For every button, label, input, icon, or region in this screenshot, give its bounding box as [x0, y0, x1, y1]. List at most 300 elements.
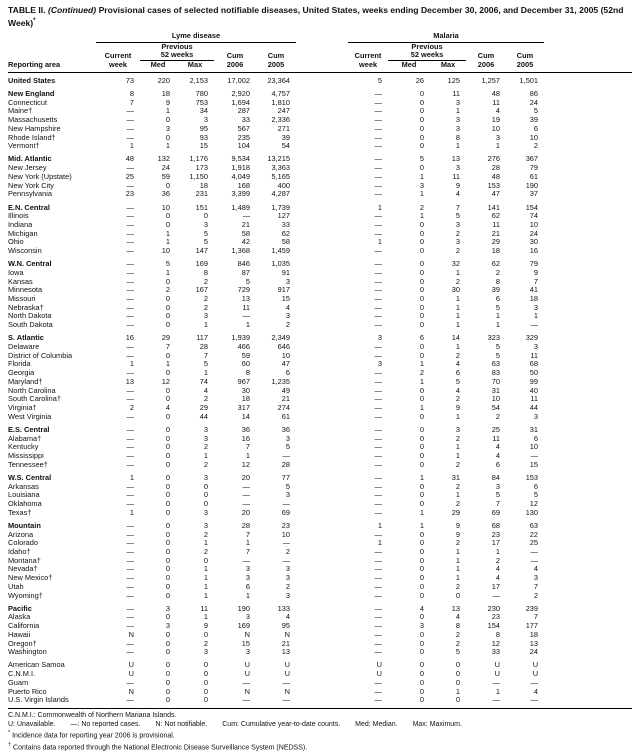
cell-value: 86	[529, 89, 539, 99]
cell-value: 95	[281, 621, 291, 631]
table-row	[8, 565, 632, 574]
cell-value: 0	[430, 696, 466, 708]
cell-trailing	[544, 330, 632, 343]
table-row	[8, 378, 632, 387]
cell-value: 0	[419, 320, 425, 330]
cell-value: —	[374, 246, 383, 256]
table-row	[8, 500, 632, 509]
cell-trailing	[544, 182, 632, 191]
cell-value: 0	[419, 246, 425, 256]
cell-value: 25	[125, 171, 134, 181]
cell-value: 39	[491, 285, 501, 295]
cell-reporting-area: Maryland†	[8, 376, 43, 386]
cell-value: 11	[492, 433, 501, 443]
cell-value: 0	[419, 638, 425, 648]
cell-value: —	[374, 376, 383, 386]
cell-value: —	[126, 202, 134, 212]
cell-value: 7	[533, 612, 539, 622]
cell-value: 18	[529, 294, 539, 304]
table-row	[8, 182, 632, 191]
cell-value: 0	[165, 350, 170, 360]
cell-value: 0	[165, 547, 170, 557]
cell-value: 19	[491, 115, 501, 125]
cell-trailing	[544, 696, 632, 708]
cell-trailing	[544, 125, 632, 134]
header-trailing	[544, 42, 632, 51]
cell-spacer	[296, 404, 348, 413]
header-spacer	[296, 51, 348, 60]
cell-value: 1	[203, 573, 208, 583]
cell-value: 15	[241, 638, 250, 648]
cell-value: 846	[237, 259, 250, 269]
cell-value: —	[126, 385, 134, 395]
cell-value: 54	[281, 141, 291, 151]
cell-spacer	[296, 613, 348, 622]
group-header-malaria: Malaria	[348, 32, 544, 42]
cell-value: 0	[419, 590, 425, 600]
cell-value: —	[374, 647, 383, 657]
cell-spacer	[296, 86, 348, 99]
cell-value: 0	[165, 638, 170, 648]
cell-value: 5	[455, 647, 461, 657]
cell-value: —	[126, 211, 134, 221]
cell-value: 4	[533, 564, 539, 574]
cell-reporting-area: New Hampshire	[8, 123, 61, 133]
cell-value: 8	[495, 629, 501, 639]
cell-value: N	[284, 686, 291, 696]
cell-value: 0	[165, 669, 170, 679]
cell-reporting-area: Arizona	[8, 529, 34, 539]
cell-value: —	[374, 106, 383, 116]
legend-no-cases: —: No reported cases.	[70, 720, 141, 728]
table-row	[8, 173, 632, 182]
cell-value: —	[530, 320, 539, 330]
cell-spacer	[296, 199, 348, 212]
cell-value: 2	[455, 433, 461, 443]
cell-spacer	[296, 565, 348, 574]
cell-value: 0	[165, 529, 170, 539]
cell-value: —	[374, 211, 383, 221]
cell-value: —	[374, 89, 383, 99]
cell-value: 10	[529, 442, 539, 452]
table-row	[8, 116, 632, 125]
footnote-legend	[8, 721, 632, 730]
cell-value: 0	[419, 237, 425, 247]
cell-value: 18	[161, 89, 170, 99]
cell-value: 3	[203, 472, 208, 482]
cell-value: 400	[277, 180, 291, 190]
cell-spacer	[296, 247, 348, 256]
legend-unavailable: U: Unavailable.	[8, 720, 56, 728]
cell-trailing	[544, 600, 632, 613]
cell-value: 0	[419, 433, 425, 443]
cell-value: 1	[455, 686, 461, 696]
cell-value: 54	[491, 402, 501, 412]
cell-value: 11	[452, 171, 461, 181]
cell-value: 5	[203, 359, 208, 369]
cell-value: 58	[241, 228, 250, 238]
cell-value: 10	[161, 202, 170, 212]
cell-trailing	[544, 190, 632, 199]
cell-value: 47	[491, 189, 501, 199]
cell-value: 7	[533, 581, 539, 591]
cell-value: 1	[377, 202, 383, 212]
cell-value: 37	[529, 189, 539, 199]
cell-value: 23,364	[267, 75, 291, 85]
cell-value: 0	[165, 302, 170, 312]
cell-spacer	[296, 469, 348, 482]
cell-value: —	[126, 677, 134, 687]
previous-header-row	[8, 42, 632, 51]
cell-value: 28	[241, 520, 250, 530]
cell-spacer	[296, 648, 348, 657]
cell-value: —	[242, 311, 250, 321]
cell-value: 1	[165, 228, 170, 238]
legend-cum: Cum: Cumulative year-to-date counts.	[222, 720, 341, 728]
cell-value: 0	[419, 97, 425, 107]
table-row	[8, 622, 632, 631]
cell-trailing	[544, 491, 632, 500]
cell-spacer	[296, 517, 348, 530]
cell-value: 1	[495, 311, 501, 321]
cell-value: 1	[495, 547, 501, 557]
cell-value: 59	[241, 350, 250, 360]
cell-spacer	[296, 278, 348, 287]
cell-spacer	[296, 321, 348, 330]
cell-value: —	[126, 259, 134, 269]
cell-value: 1	[165, 106, 170, 116]
cell-spacer	[296, 413, 348, 422]
cell-value: —	[374, 472, 383, 482]
cell-value: 0	[203, 555, 208, 565]
cell-value: 1	[419, 376, 425, 386]
cell-trailing	[544, 173, 632, 182]
table-row	[8, 413, 632, 422]
cell-value: 177	[525, 621, 539, 631]
cell-value: 3	[245, 573, 250, 583]
cell-value: 2	[455, 276, 461, 286]
cell-trailing	[544, 421, 632, 434]
cell-trailing	[544, 151, 632, 164]
cell-spacer	[296, 539, 348, 548]
cell-value: 1	[455, 342, 461, 352]
cell-value: 17	[491, 538, 501, 548]
cell-value: 1	[495, 320, 501, 330]
cell-value: 1	[419, 507, 425, 517]
cell-value: 0	[165, 629, 170, 639]
header-med-malaria: Med	[388, 61, 430, 73]
cell-value: 59	[161, 171, 170, 181]
table-row	[8, 688, 632, 697]
cell-value: 1	[455, 555, 461, 565]
cell-value: 0	[419, 219, 425, 229]
cell-reporting-area: New Mexico†	[8, 573, 53, 583]
cell-value: 0	[419, 581, 425, 591]
cell-trailing	[544, 142, 632, 151]
cell-trailing	[544, 164, 632, 173]
cell-trailing	[544, 592, 632, 601]
cell-value: 0	[388, 696, 430, 708]
cell-value: 8	[495, 276, 501, 286]
cell-reporting-area: Puerto Rico	[8, 686, 47, 696]
cell-value: —	[374, 267, 383, 277]
cell-value: 0	[419, 302, 425, 312]
cell-value: 5	[285, 481, 291, 491]
cell-value: 3	[203, 520, 208, 530]
cell-spacer	[296, 151, 348, 164]
cell-value: U	[128, 660, 134, 670]
cell-reporting-area: Mississippi	[8, 450, 44, 460]
cell-value: 4	[495, 106, 501, 116]
cell-value: 3	[165, 603, 170, 613]
cell-value: 61	[281, 411, 291, 421]
cell-value: 21	[241, 219, 250, 229]
cell-value: 2	[533, 590, 539, 600]
cell-trailing	[544, 517, 632, 530]
cell-value: 33	[491, 647, 501, 657]
cell-value: 0	[419, 228, 425, 238]
cell-trailing	[544, 116, 632, 125]
cell-value: U	[532, 669, 539, 679]
cell-value: 0	[165, 180, 170, 190]
cell-value: —	[126, 590, 134, 600]
cell-value: —	[374, 115, 383, 125]
cell-reporting-area: New Jersey	[8, 163, 47, 173]
cell-value: 6	[533, 123, 539, 133]
cell-value: 25	[529, 538, 539, 548]
cell-value: 69	[281, 507, 291, 517]
cell-value: —	[256, 696, 296, 708]
disease-table	[8, 32, 632, 709]
cell-reporting-area: Hawaii	[8, 629, 31, 639]
cell-value: 5	[533, 106, 539, 116]
cell-value: —	[374, 189, 383, 199]
cell-value: 1	[455, 564, 461, 574]
cell-value: 13	[451, 154, 461, 164]
cell-value: 2	[203, 294, 208, 304]
header-52weeks-malaria: 52 weeks	[388, 51, 466, 60]
cell-value: N	[128, 629, 134, 639]
cell-value: 0	[165, 320, 170, 330]
cell-value: 31	[451, 472, 461, 482]
cell-reporting-area: Montana†	[8, 555, 41, 565]
cell-value: 0	[419, 481, 425, 491]
cell-value: 1	[129, 507, 134, 517]
cell-value: 0	[165, 368, 170, 378]
cell-value: 3	[455, 237, 461, 247]
cell-value: 16	[125, 333, 134, 343]
cell-value: 1	[203, 368, 208, 378]
cell-value: 173	[195, 163, 208, 173]
cell-value: 18	[491, 246, 501, 256]
cell-value: 24	[529, 228, 539, 238]
cell-value: 5	[285, 442, 291, 452]
cell-spacer	[296, 221, 348, 230]
cell-value: —	[126, 520, 134, 530]
cell-value: 2,336	[271, 115, 291, 125]
cell-trailing	[544, 343, 632, 352]
cell-value: 3	[419, 621, 425, 631]
header-previous-lyme: Previous	[161, 41, 193, 51]
table-row	[8, 517, 632, 530]
cell-value: 47	[281, 359, 291, 369]
cell-trailing	[544, 238, 632, 247]
cell-value: 0	[419, 555, 425, 565]
header-week-malaria: week	[348, 61, 388, 73]
cell-value: 14	[241, 411, 250, 421]
cell-value: 729	[237, 285, 250, 295]
cell-value: 21	[491, 228, 501, 238]
table-row	[8, 107, 632, 116]
cell-reporting-area: North Carolina	[8, 385, 56, 395]
cell-value: —	[374, 686, 383, 696]
cell-value: —	[374, 141, 383, 151]
cell-value: 271	[277, 123, 291, 133]
header-cum2005-malaria: Cum	[516, 50, 534, 60]
cell-spacer	[296, 352, 348, 361]
cell-value: 4	[455, 385, 461, 395]
cell-value: 0	[203, 660, 208, 670]
cell-value: —	[374, 581, 383, 591]
header-2006-lyme: 2006	[214, 61, 256, 73]
cell-value: 2	[203, 394, 208, 404]
cell-value: 25	[491, 424, 501, 434]
table-title	[8, 5, 628, 28]
cell-value: 2	[455, 394, 461, 404]
table-row	[8, 221, 632, 230]
cell-value: —	[126, 276, 134, 286]
header-cum2006-lyme: Cum	[226, 50, 244, 60]
cell-value: 12	[161, 376, 170, 386]
cell-value: 3	[455, 163, 461, 173]
cell-reporting-area: Texas†	[8, 507, 32, 517]
cell-value: 147	[195, 246, 208, 256]
cell-reporting-area: Washington	[8, 647, 47, 657]
cell-spacer	[296, 107, 348, 116]
table-row	[8, 125, 632, 134]
header-cum2005-lyme: Cum	[267, 50, 285, 60]
cell-value: N	[244, 686, 250, 696]
cell-spacer	[296, 142, 348, 151]
cell-value: 0	[419, 141, 425, 151]
cell-value: 44	[529, 402, 539, 412]
cell-value: 5	[495, 350, 501, 360]
cell-value: —	[374, 385, 383, 395]
cell-value: 917	[277, 285, 291, 295]
cell-value: 2	[129, 402, 134, 412]
cell-value: 1	[165, 237, 170, 247]
cell-value: —	[126, 228, 134, 238]
cell-value: —	[374, 450, 383, 460]
cell-value: 33	[281, 219, 291, 229]
cell-value: 10	[161, 246, 170, 256]
table-row	[8, 583, 632, 592]
header-max-malaria: Max	[430, 61, 466, 73]
cell-value: 9	[533, 267, 539, 277]
cell-value: 1,176	[189, 154, 208, 164]
cell-value: 3	[165, 621, 170, 631]
cell-value: 0	[419, 459, 425, 469]
cell-value: 2	[455, 581, 461, 591]
cell-value: 21	[281, 638, 291, 648]
cell-value: —	[374, 459, 383, 469]
table-row	[8, 421, 632, 434]
cell-value: 2	[203, 529, 208, 539]
cell-reporting-area: E.S. Central	[8, 424, 50, 434]
table-row	[8, 574, 632, 583]
cell-value: 220	[157, 75, 170, 85]
cell-value: 367	[525, 154, 539, 164]
cell-value: 1	[245, 538, 250, 548]
cell-trailing	[544, 548, 632, 557]
cell-value: 3	[203, 647, 208, 657]
cell-reporting-area: Vermont†	[8, 141, 40, 151]
header-spacer	[296, 42, 348, 51]
table-body	[8, 72, 632, 708]
cell-trailing	[544, 461, 632, 470]
cell-value: —	[374, 259, 383, 269]
cell-reporting-area: South Dakota	[8, 320, 53, 330]
cell-value: 3	[165, 123, 170, 133]
cell-value: 3	[285, 564, 291, 574]
cell-value: 6	[495, 459, 501, 469]
cell-value: 0	[165, 394, 170, 404]
cell-value: 1	[129, 472, 134, 482]
cell-reporting-area: Missouri	[8, 294, 36, 304]
cell-value: 0	[419, 123, 425, 133]
cell-value: —	[126, 411, 134, 421]
cell-value: 466	[237, 342, 250, 352]
cell-value: 18	[241, 394, 250, 404]
cell-value: 2	[495, 411, 501, 421]
cell-spacer	[296, 657, 348, 670]
cell-value: 30	[529, 237, 539, 247]
cell-value: 3	[377, 359, 383, 369]
cell-value: —	[374, 529, 383, 539]
cell-spacer	[296, 134, 348, 143]
table-row	[8, 509, 632, 518]
cell-value: 8	[245, 368, 250, 378]
header-2006-malaria: 2006	[466, 61, 506, 73]
cell-value: 2	[165, 285, 170, 295]
cell-value: 0	[165, 459, 170, 469]
cell-value: 3	[533, 342, 539, 352]
cell-value: 323	[487, 333, 501, 343]
cell-spacer	[296, 435, 348, 444]
cell-value: 62	[491, 211, 501, 221]
cell-value: 8	[455, 132, 461, 142]
cell-value: 16	[241, 433, 250, 443]
cell-value: 230	[487, 603, 501, 613]
cell-value: 0	[165, 385, 170, 395]
table-row	[8, 321, 632, 330]
cell-value: 1,694	[231, 97, 250, 107]
cell-value: 0	[419, 573, 425, 583]
cell-value: 5	[533, 490, 539, 500]
cell-trailing	[544, 539, 632, 548]
cell-value: 231	[195, 189, 208, 199]
column-header-row	[8, 61, 632, 73]
cell-value: —	[242, 499, 250, 508]
cell-value: 0	[419, 350, 425, 360]
cell-value: 2	[455, 499, 461, 508]
cell-spacer	[296, 387, 348, 396]
cell-trailing	[544, 435, 632, 444]
cell-value: —	[530, 677, 539, 687]
table-row	[8, 443, 632, 452]
cell-spacer	[296, 483, 348, 492]
cell-trailing	[544, 531, 632, 540]
